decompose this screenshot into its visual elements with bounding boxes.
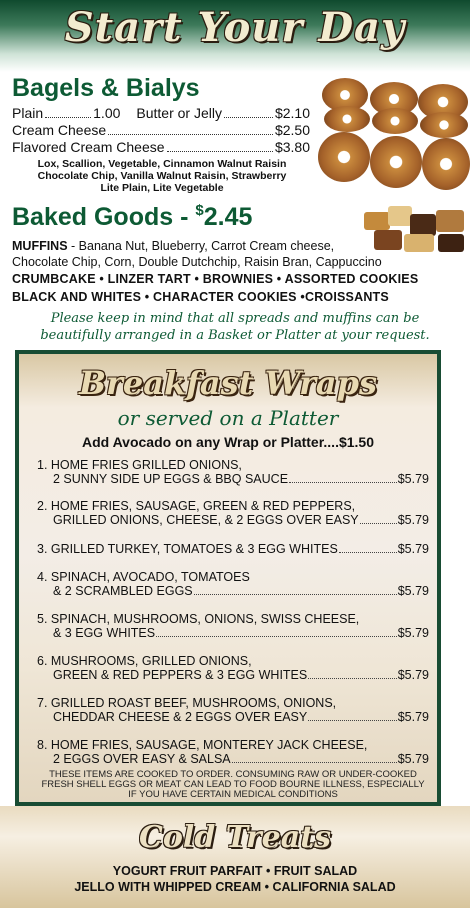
item-line: 7. GRILLED ROAST BEEF, MUSHROOMS, ONIONS,	[37, 696, 337, 710]
page-title: Start Your Day	[64, 4, 406, 51]
item-label: Butter or Jelly	[136, 105, 222, 121]
baked-price: 2.45	[203, 203, 253, 231]
item-price: $5.79	[397, 542, 429, 556]
item-price: $5.79	[397, 472, 429, 486]
item-label: Plain	[12, 105, 44, 121]
bagels-heading: Bagels & Bialys	[12, 74, 200, 102]
baked-goods-heading	[12, 202, 252, 232]
baked-items-line: BLACK AND WHITES • CHARACTER COOKIES •CROISSANTS	[12, 290, 389, 304]
avocado-addon: Add Avocado on any Wrap or Platter....$1.50	[81, 434, 374, 450]
item-price: $5.79	[397, 752, 429, 766]
item-price: $5.79	[397, 513, 429, 527]
item-line: 2 SUNNY SIDE UP EGGS & BBQ SAUCE	[53, 472, 289, 486]
cold-treats-line: YOGURT FRUIT PARFAIT • FRUIT SALAD	[112, 864, 358, 878]
leader-dots	[167, 151, 273, 152]
item-line: & 3 EGG WHITES	[53, 626, 156, 640]
wraps-title: Breakfast Wraps	[78, 364, 378, 402]
wrap-item	[37, 570, 429, 598]
item-line: 8. HOME FRIES, SAUSAGE, MONTEREY JACK CHEESE,	[37, 738, 368, 752]
wrap-item	[37, 696, 429, 724]
item-label: Cream Cheese	[12, 122, 107, 138]
item-line: 1. HOME FRIES GRILLED ONIONS,	[37, 458, 242, 472]
item-price: $5.79	[397, 626, 429, 640]
platter-note	[10, 310, 460, 344]
leader-dots	[45, 117, 91, 118]
item-price: $2.10	[274, 105, 310, 121]
price-row-plain	[12, 105, 310, 121]
baked-items-line: CRUMBCAKE • LINZER TART • BROWNIES • ASSORTED COOKIES	[12, 272, 419, 286]
bagel-varieties	[12, 158, 312, 194]
item-price: $5.79	[397, 710, 429, 724]
food-safety-disclaimer: THESE ITEMS ARE COOKED TO ORDER. CONSUMING RAW OR UNDER-COOKED FRESH SHELL EGGS OR MEAT CAN LEAD TO FOOD BOURNE ILLNESS, ESPECIALLY IF YOU HAVE CERTAIN MEDICAL CONDITIONS	[41, 769, 425, 800]
muffins-list	[12, 238, 458, 270]
header-banner	[0, 0, 470, 72]
item-line: 2 EGGS OVER EASY & SALSA	[53, 752, 231, 766]
muffins-label: MUFFINS	[12, 239, 68, 253]
price-row-cream-cheese	[12, 122, 310, 138]
bagels-photo	[318, 76, 470, 196]
wrap-item	[37, 499, 429, 527]
note-line: Please keep in mind that all spreads and muffins can be	[50, 311, 420, 326]
cold-treats-section	[0, 806, 470, 908]
cold-treats-line: JELLO WITH WHIPPED CREAM • CALIFORNIA SALAD	[74, 880, 396, 894]
item-line: CHEDDAR CHEESE & 2 EGGS OVER EASY	[53, 710, 308, 724]
item-line: GRILLED ONIONS, CHEESE, & 2 EGGS OVER EASY	[53, 513, 359, 527]
wraps-subtitle: or served on a Platter	[117, 406, 339, 430]
price-row-flavored	[12, 139, 310, 155]
note-line: beautifully arranged in a Basket or Platter at your request.	[40, 328, 430, 343]
item-label: Flavored Cream Cheese	[12, 139, 165, 155]
item-line: GREEN & RED PEPPERS & 3 EGG WHITES	[53, 668, 308, 682]
item-price: $5.79	[397, 584, 429, 598]
wrap-item	[37, 612, 429, 640]
item-price: $5.79	[397, 668, 429, 682]
item-line: 2. HOME FRIES, SAUSAGE, GREEN & RED PEPPERS,	[37, 499, 356, 513]
wrap-item	[37, 654, 429, 682]
item-price: $3.80	[274, 139, 310, 155]
variety-line: Chocolate Chip, Vanilla Walnut Raisin, Strawberry	[37, 170, 287, 182]
cold-treats-title: Cold Treats	[139, 820, 331, 855]
item-line: & 2 SCRAMBLED EGGS	[53, 584, 193, 598]
breakfast-wraps-panel	[15, 350, 441, 806]
variety-line: Lox, Scallion, Vegetable, Cinnamon Walnut Raisin	[37, 158, 287, 170]
wrap-item	[37, 458, 429, 486]
baked-heading-text: Baked Goods -	[12, 203, 196, 231]
muffins-line: Chocolate Chip, Corn, Double Dutchchip, Raisin Bran, Cappuccino	[12, 255, 382, 269]
variety-line: Lite Plain, Lite Vegetable	[100, 182, 224, 194]
item-line: 6. MUSHROOMS, GRILLED ONIONS,	[37, 654, 252, 668]
item-line: 3. GRILLED TURKEY, TOMATOES & 3 EGG WHITES	[37, 542, 338, 556]
item-line: 4. SPINACH, AVOCADO, TOMATOES	[37, 570, 250, 584]
muffins-line: - Banana Nut, Blueberry, Carrot Cream cheese,	[67, 239, 335, 253]
item-price: 1.00	[93, 105, 121, 121]
item-line: 5. SPINACH, MUSHROOMS, ONIONS, SWISS CHEESE,	[37, 612, 360, 626]
leader-dots	[108, 134, 273, 135]
currency-sign: $	[195, 202, 204, 219]
wrap-item	[37, 738, 429, 766]
leader-dots	[224, 117, 273, 118]
wrap-item	[37, 542, 429, 556]
item-price: $2.50	[274, 122, 310, 138]
